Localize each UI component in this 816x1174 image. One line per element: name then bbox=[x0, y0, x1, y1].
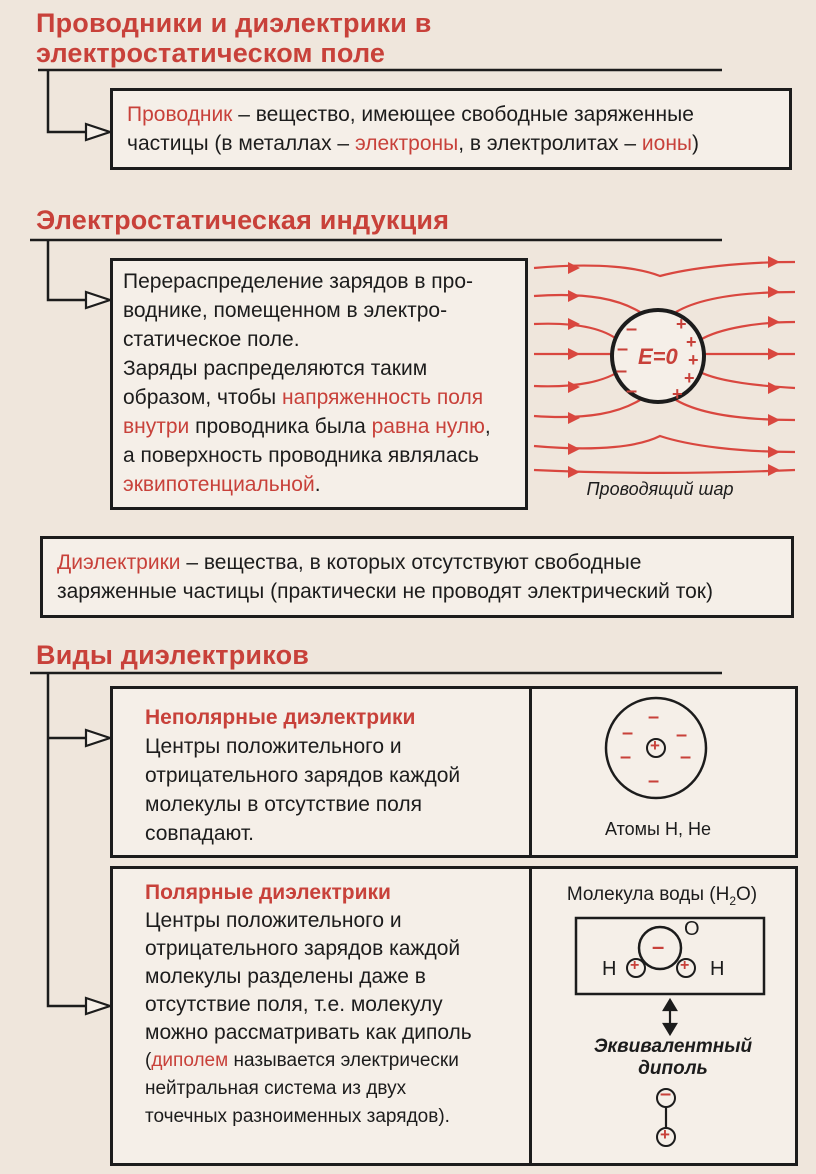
dipole-minus: – bbox=[660, 1083, 672, 1105]
dielectrics-definition-line-2: заряженные частицы (практически не проводят электрический ток) bbox=[57, 580, 713, 603]
hydrogen-label: H bbox=[602, 958, 617, 980]
polar-text: Полярные диэлектрики Центры положительного и отрицательного зарядов каждой молекулы разделены даже в отсутствие поля, т.е. молекулу можно рассматривать как диполь (диполем называется электрически нейтральная система из двух точечных разноименных зарядов). bbox=[145, 881, 472, 1127]
dipole-plus: + bbox=[660, 1125, 670, 1144]
nucleus-plus: + bbox=[650, 736, 660, 755]
electrons-term: электроны bbox=[354, 132, 459, 155]
polar-title: Полярные диэлектрики bbox=[145, 881, 391, 904]
minus-charge: – bbox=[626, 380, 638, 402]
electron-minus: – bbox=[620, 746, 632, 768]
minus-charge: – bbox=[616, 360, 628, 382]
heading-line-1: Проводники и диэлектрики в bbox=[36, 8, 432, 38]
plus-charge: + bbox=[672, 384, 683, 404]
equivalent-dipole-caption: Эквивалентный диполь bbox=[593, 1036, 753, 1079]
conductor-definition-line-2: частицы (в металлах – электроны, в электролитах – ионы) bbox=[127, 132, 700, 155]
sphere-caption: Проводящий шар bbox=[586, 479, 734, 499]
minus-charge: – bbox=[617, 338, 629, 360]
electron-minus: – bbox=[676, 724, 688, 746]
equivalence-arrow bbox=[664, 1000, 676, 1034]
field-inside-label: E=0 bbox=[638, 344, 678, 369]
heading-line-2: электростатическом поле bbox=[36, 38, 386, 68]
conductor-definition-line-1: Проводник – вещество, имеющее свободные заряженные bbox=[127, 103, 694, 126]
minus-charge: – bbox=[626, 318, 638, 340]
ions-term: ионы bbox=[641, 132, 693, 155]
oxygen-minus: – bbox=[652, 934, 665, 959]
plus-charge: + bbox=[686, 332, 697, 352]
electron-minus: – bbox=[648, 770, 660, 792]
conductor-term: Проводник bbox=[127, 103, 233, 126]
heading-dielectric-types: Виды диэлектриков bbox=[36, 640, 310, 670]
dielectrics-definition-line-1: Диэлектрики – вещества, в которых отсутствуют свободные bbox=[57, 551, 642, 574]
plus-charge: + bbox=[688, 350, 699, 370]
hydrogen-label: H bbox=[710, 958, 725, 980]
nonpolar-text: Неполярные диэлектрики Центры положительного и отрицательного зарядов каждой молекулы в отсутствие поля совпадают. bbox=[145, 703, 460, 848]
heading-electrostatic-induction: Электростатическая индукция bbox=[36, 205, 450, 235]
water-molecule-caption: Молекула воды $(H_2O)$ bbox=[566, 884, 758, 908]
electron-minus: – bbox=[622, 722, 634, 744]
atoms-caption: Атомы H, He bbox=[605, 819, 711, 839]
hydrogen-plus: + bbox=[630, 957, 640, 974]
electron-minus: – bbox=[648, 706, 660, 728]
dielectrics-term: Диэлектрики bbox=[57, 551, 181, 574]
oxygen-label: O bbox=[684, 918, 700, 940]
electron-minus: – bbox=[680, 746, 692, 768]
hydrogen-plus: + bbox=[680, 957, 690, 974]
plus-charge: + bbox=[676, 314, 687, 334]
nonpolar-title: Неполярные диэлектрики bbox=[145, 706, 416, 729]
induction-text: Перераспределение зарядов в про- воднике, помещенном в электро- статическое поле. Заряды распределяются таким образом, чтобы напряженность поля внутри проводника была равна нулю, а поверхность проводника являлась эквипотенциальной. bbox=[123, 270, 491, 496]
plus-charge: + bbox=[684, 368, 695, 388]
